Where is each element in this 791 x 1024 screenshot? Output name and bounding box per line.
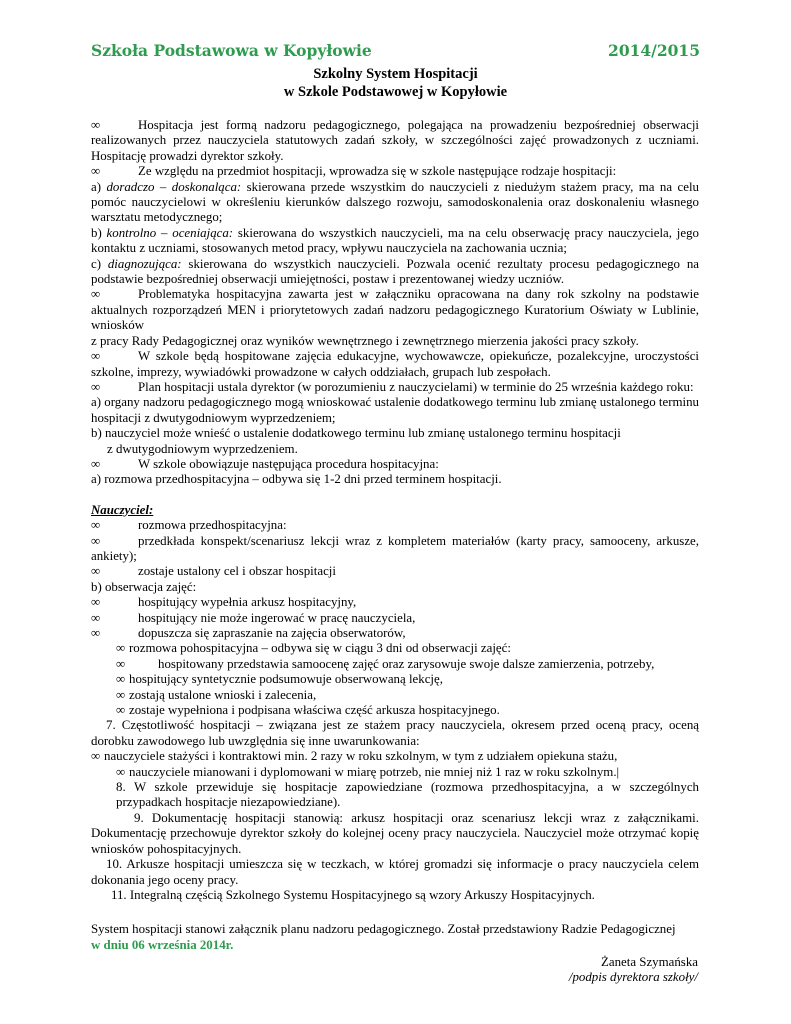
type-b: b) kontrolno – oceniająca: skierowana do wszystkich nauczycieli, ma na celu obserwację pracy nauczyciela, jego kontaktu z uczniami, stosowanych metod pracy, wpływu nauczyciela na zachowania ucznia; [91, 225, 699, 256]
teacher-line: ∞ zostają ustalone wnioski i zalecenia, [116, 687, 317, 702]
type-c: c) diagnozująca: skierowana do wszystkich nauczycieli. Pozwala ocenić rezultaty procesu pedagogicznego na podstawie bezpośredniej obserwacji umiejętności, postaw i prezentowanej wiedzy uczniów. [91, 256, 699, 287]
infinity-bullet-icon: ∞ [91, 595, 101, 610]
infinity-bullet-icon: ∞ [91, 626, 101, 640]
infinity-bullet-icon: ∞ [116, 656, 126, 671]
infinity-bullet-icon: ∞ [91, 164, 101, 179]
teacher-line: ∞ dopuszcza się zapraszanie na zajęcia obserwatorów, [91, 626, 406, 640]
infinity-bullet-icon: ∞ [91, 749, 101, 764]
teacher-line: ∞ przedkłada konspekt/scenariusz lekcji wraz z kompletem materiałów (karty pracy, samooceny, arkusze, ankiety); [91, 533, 699, 563]
type-a: a) doradczo – doskonaląca: skierowana przede wszystkim do nauczycieli z niedużym stażem pracy, ma na celu pomóc nauczycielowi w określeniu kierunków dalszego rozwoju, samodoskonalenia oraz doskonaleniu własnego warsztatu metodycznego; [91, 179, 699, 225]
paragraph-2: ∞ Ze względu na przedmiot hospitacji, wprowadza się w szkole następujące rodzaje hospitacji: [91, 164, 617, 179]
infinity-bullet-icon: ∞ [91, 349, 101, 364]
teacher-line: ∞ hospitujący syntetycznie podsumowuje obserwowaną lekcję, [116, 672, 443, 687]
teacher-line: ∞ rozmowa przedhospitacyjna: [91, 518, 287, 533]
paragraph-1: ∞ Hospitacja jest formą nadzoru pedagogicznego, polegająca na prowadzeniu bezpośredniej obserwacji realizowanych przez nauczyciela statutowych zadań szkoły, w szczególności zajęć prowadzonych z uczniami. Hospitację prowadzi dyrektor szkoły. [91, 118, 699, 163]
item-8: 8. W szkole przewiduje się hospitacje zapowiedziane (rozmowa przedhospitacyjna, a w szczególnych przypadkach hospitacje niezapowiedziane). [116, 780, 699, 810]
teacher-heading: Nauczyciel: [91, 502, 154, 517]
signature-name: Żaneta Szymańska [600, 955, 698, 969]
paragraph-6: ∞ W szkole obowiązuje następująca procedura hospitacyjna: [91, 456, 439, 471]
item-11: 11. Integralną częścią Szkolnego Systemu Hospitacyjnego są wzory Arkuszy Hospitacyjnych. [111, 887, 595, 902]
teacher-line: ∞ hospitujący wypełnia arkusz hospitacyjny, [91, 595, 357, 610]
document-body [91, 118, 699, 953]
infinity-bullet-icon: ∞ [91, 533, 101, 548]
infinity-bullet-icon: ∞ [116, 703, 126, 718]
teacher-line: ∞ zostaje ustalony cel i obszar hospitacji [91, 564, 336, 579]
page-header [91, 41, 700, 63]
infinity-bullet-icon: ∞ [91, 564, 101, 579]
infinity-bullet-icon: ∞ [91, 610, 101, 625]
paragraph-5a: a) organy nadzoru pedagogicznego mogą wnioskować ustalenie dodatkowego terminu lub zmianę ustalonego terminu hospitacji z dwutygodniowym wyprzedzeniem; [91, 395, 699, 425]
infinity-bullet-icon: ∞ [91, 518, 101, 533]
infinity-bullet-icon: ∞ [91, 287, 101, 302]
teacher-line: ∞ zostaje wypełniona i podpisana właściwa część arkusza hospitacyjnego. [116, 703, 500, 718]
school-year: 2014/2015 [608, 41, 700, 60]
infinity-bullet-icon: ∞ [116, 687, 126, 702]
infinity-bullet-icon: ∞ [91, 456, 101, 471]
signature-role: /podpis dyrektora szkoły/ [568, 970, 698, 985]
infinity-bullet-icon: ∞ [116, 764, 126, 779]
item-7b: ∞ nauczyciele mianowani i dyplomowani w miarę potrzeb, nie mniej niż 1 raz w roku szkolnym.| [116, 764, 620, 779]
paragraph-6a: a) rozmowa przedhospitacyjna – odbywa się 1-2 dni przed terminem hospitacji. [91, 472, 502, 487]
teacher-line: b) obserwacja zajęć: [91, 579, 197, 594]
closing-date: w dniu 06 września 2014r. [91, 937, 234, 952]
signature-block [520, 955, 698, 986]
item-9: 9. Dokumentację hospitacji stanowią: arkusz hospitacji oraz scenariusz lekcji wraz z załącznikami. Dokumentację przechowuje dyrektor szkoły do kolejnej oceny pracy nauczyciela. Nauczyciel może otrzymać kopię wniosków pohospitacyjnych. [91, 810, 699, 856]
infinity-bullet-icon: ∞ [116, 641, 126, 656]
school-name: Szkoła Podstawowa w Kopyłowie [91, 41, 372, 60]
item-7: 7. Częstotliwość hospitacji – związana jest ze stażem pracy nauczyciela, okresem przed oceną pracy, oceną dorobku zawodowego lub uwzględnia się inne uwarunkowania: [91, 718, 699, 748]
document-subtitle: w Szkole Podstawowej w Kopyłowie [283, 84, 508, 100]
teacher-line: ∞ hospitujący nie może ingerować w pracę nauczyciela, [91, 610, 416, 625]
item-10: 10. Arkusze hospitacji umieszcza się w teczkach, w której gromadzi się informacje o pracy nauczyciela celem dokonania jego oceny pracy. [91, 857, 699, 887]
paragraph-5b: b) nauczyciel może wnieść o ustalenie dodatkowego terminu lub zmianę ustalonego terminu hospitacji [91, 426, 621, 441]
paragraph-4: ∞ W szkole będą hospitowane zajęcia edukacyjne, wychowawcze, opiekuńcze, pozalekcyjne, uroczystości szkolne, imprezy, wywiadówki prowadzone w całych oddziałach, grupach lub zespołach. [91, 349, 699, 379]
paragraph-3-cont: z pracy Rady Pedagogicznej oraz wyników wewnętrznego i zewnętrznego mierzenia jakości pracy szkoły. [91, 333, 639, 348]
item-7a: ∞ nauczyciele stażyści i kontraktowi min. 2 razy w roku szkolnym, w tym z udziałem opiekuna stażu, [91, 749, 618, 764]
infinity-bullet-icon: ∞ [91, 379, 101, 394]
teacher-line: ∞ hospitowany przedstawia samoocenę zajęć oraz zarysowuje swoje dalsze zamierzenia, potrzeby, [116, 656, 655, 671]
infinity-bullet-icon: ∞ [116, 672, 126, 687]
paragraph-5b-cont: z dwutygodniowym wyprzedzeniem. [107, 441, 298, 456]
document-title: Szkolny System Hospitacji [313, 66, 478, 82]
teacher-line: ∞ rozmowa pohospitacyjna – odbywa się w ciągu 3 dni od obserwacji zajęć: [116, 641, 511, 656]
infinity-bullet-icon: ∞ [91, 118, 101, 132]
closing-text: System hospitacji stanowi załącznik planu nadzoru pedagogicznego. Został przedstawiony Radzie Pedagogicznej [91, 922, 676, 937]
paragraph-3: ∞ Problematyka hospitacyjna zawarta jest w załączniku opracowana na dany rok szkolny na podstawie aktualnych rozporządzeń MEN i priorytetowych zadań nadzoru pedagogicznego Kuratorium Oświaty w Lublinie, wniosków [91, 287, 699, 333]
paragraph-5: ∞ Plan hospitacji ustala dyrektor (w porozumieniu z nauczycielami) w terminie do 25 września każdego roku: [91, 379, 694, 394]
